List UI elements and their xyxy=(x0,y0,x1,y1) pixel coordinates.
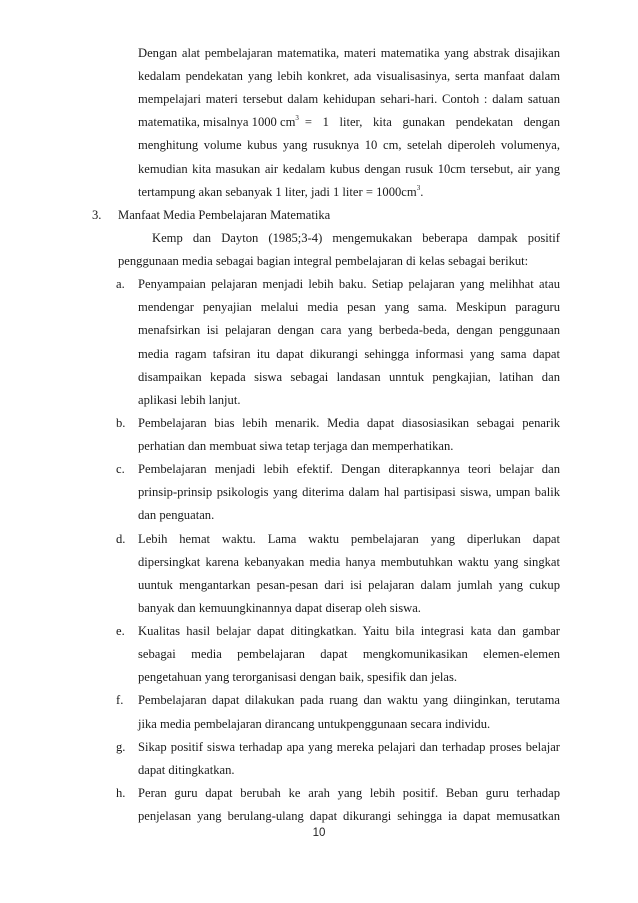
intro-line-part: = 1 liter, kita gunakan pendekatan dengan xyxy=(304,115,560,129)
section-title: Manfaat Media Pembelajaran Matematika xyxy=(118,208,331,222)
list-item-line: menafsirkan isi pelajaran dengan cara yang berbeda-beda, dengan penggunaan xyxy=(138,323,560,337)
superscript: 3 xyxy=(295,114,299,122)
list-item-label: h. xyxy=(116,786,126,800)
list-item-label: b. xyxy=(116,416,126,430)
list-item-line: dipersingkat karena kebanyakan media hanya membutuhkan waktu yang singkat xyxy=(138,555,560,569)
section-intro-line: Kemp dan Dayton (1985;3-4) mengemukakan beberapa dampak positif xyxy=(152,231,560,245)
list-item-line: prinsip-prinsip psikologis yang diterima dalam hal partisipasi siswa, umpan balik xyxy=(138,485,560,499)
list-item-line: media ragam tafsiran itu dapat dikurangi sehingga informasi yang sama dapat xyxy=(138,347,560,361)
list-item-line: mendengar penyajian melalui media pesan yang sama. Meskipun paraguru xyxy=(138,300,560,314)
list-item-line: Pembelajaran menjadi lebih efektif. Dengan diterapkannya teori belajar dan xyxy=(138,462,560,476)
list-item-line: perhatian dan membuat siwa tetap terjaga dan memperhatikan. xyxy=(138,439,454,453)
list-item-line: Pembelajaran bias lebih menarik. Media dapat diasosiasikan sebagai penarik xyxy=(138,416,560,430)
list-item-label: e. xyxy=(116,624,125,638)
list-item-line: dapat ditingkatkan. xyxy=(138,763,235,777)
list-item-line: jika media pembelajaran dirancang untukpenggunaan secara individu. xyxy=(138,717,491,731)
list-item-line: Kualitas hasil belajar dapat ditingkatkan. Yaitu bila integrasi kata dan gambar xyxy=(138,624,560,638)
list-item-label: d. xyxy=(116,532,126,546)
section-number: 3. xyxy=(92,208,102,222)
intro-line-with-superscript xyxy=(138,114,560,130)
list-item-line: dan penguatan. xyxy=(138,508,215,522)
superscript: 3 xyxy=(416,184,421,192)
intro-line-part: . xyxy=(420,185,424,199)
intro-line: Dengan alat pembelajaran matematika, materi matematika yang abstrak disajikan xyxy=(138,46,560,60)
section-intro-line: penggunaan media sebagai bagian integral pembelajaran di kelas sebagai berikut: xyxy=(118,254,529,268)
list-item-line: banyak dan kemuungkinannya dapat diserap oleh siswa. xyxy=(138,601,421,615)
intro-line: menghitung volume kubus yang rusuknya 10 cm, setelah diperoleh volumenya, xyxy=(138,138,560,152)
list-item-label: g. xyxy=(116,740,126,754)
list-item-line: aplikasi lebih lanjut. xyxy=(138,393,241,407)
list-item-line: pengetahuan yang terorganisasi dengan baik, spesifik dan jelas. xyxy=(138,670,458,684)
list-item-line: Sikap positif siswa terhadap apa yang mereka pelajari dan terhadap proses belajar xyxy=(138,740,560,754)
list-item-label: f. xyxy=(116,693,124,707)
intro-line-last xyxy=(138,184,423,200)
intro-line: kedalam pendekatan yang lebih konkret, ada visualisasinya, serta manfaat dalam xyxy=(138,69,560,83)
list-item-line: Penyampaian pelajaran menjadi lebih baku. Setiap pelajaran yang melihhat atau xyxy=(138,277,560,291)
list-item-line: Peran guru dapat berubah ke arah yang lebih positif. Beban guru terhadap xyxy=(138,786,560,800)
page-number: 10 xyxy=(312,827,326,839)
intro-line-part: tertampung akan sebanyak 1 liter, jadi 1 liter = 1000cm xyxy=(138,185,417,199)
intro-line: kemudian kita masukan air kedalam kubus dengan rusuk 10cm tersebut, air yang xyxy=(138,162,560,176)
list-item-line: sebagai media pembelajaran dapat mengkomunikasikan elemen-elemen xyxy=(138,647,560,661)
list-item-line: Lebih hemat waktu. Lama waktu pembelajaran yang diperlukan dapat xyxy=(138,532,560,546)
list-item-line: uuntuk mengantarkan pesan-pesan dari isi pelajaran dalam jumlah yang cukup xyxy=(138,578,560,592)
list-item-line: Pembelajaran dapat dilakukan pada ruang dan waktu yang diinginkan, terutama xyxy=(138,693,560,707)
list-item-line: disampaikan kepada siswa sebagai landasan unntuk pengkajian, latihan dan xyxy=(138,370,560,384)
intro-line-part: matematika, misalnya 1000 cm xyxy=(138,115,296,129)
list-item-label: c. xyxy=(116,462,125,476)
intro-line: mempelajari materi tersebut dalam kehidupan sehari-hari. Contoh : dalam satuan xyxy=(138,92,560,106)
list-item-line: penjelasan yang berulang-ulang dapat dikurangi sehingga ia dapat memusatkan xyxy=(138,809,560,823)
list-item-label: a. xyxy=(116,277,125,291)
